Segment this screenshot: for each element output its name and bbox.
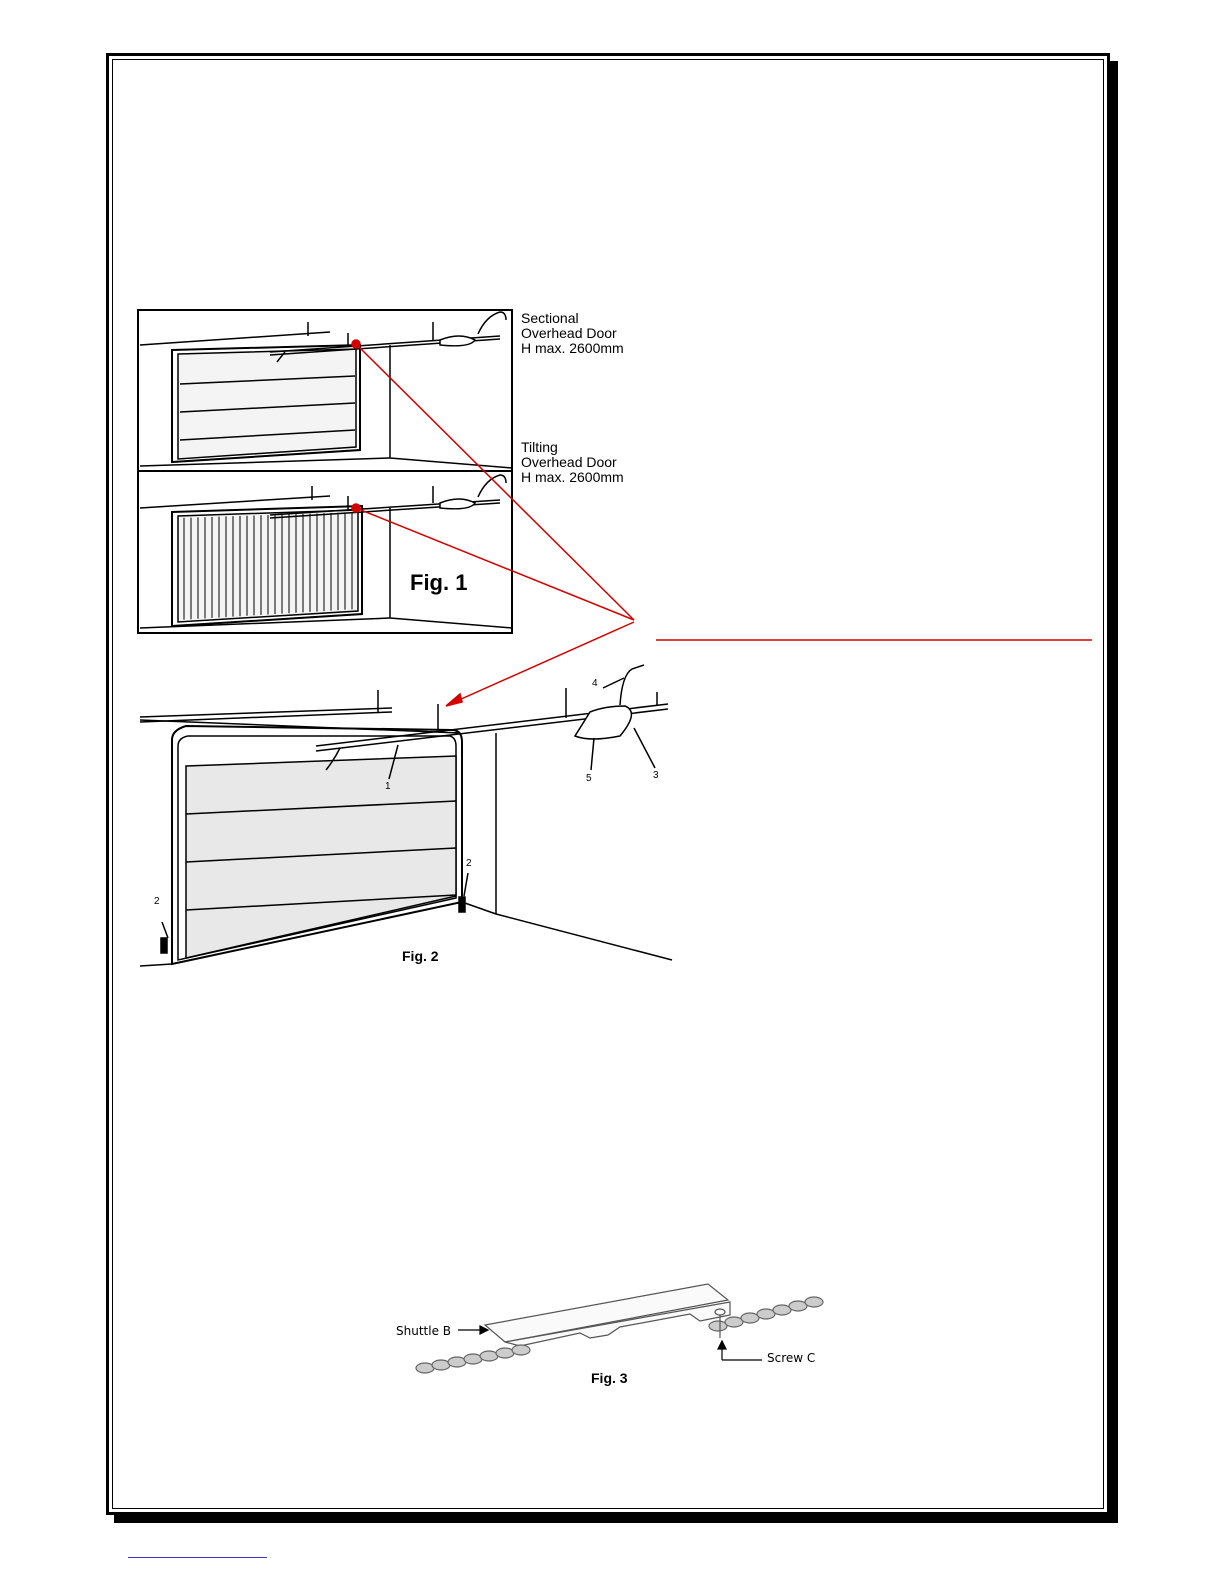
callout-sensor-left: 2 [154,896,160,907]
sectional-caption-line3: H max. 2600mm [521,340,624,356]
screw-label: Screw C [767,1351,816,1365]
fig3-label: Fig. 3 [591,1370,628,1386]
chain-link [416,1363,434,1373]
fig2-label: Fig. 2 [402,948,439,964]
chain-link [464,1354,482,1364]
callout-bracket: 4 [592,678,598,689]
fig1-sectional-drawing [140,312,512,468]
shuttle-label: Shuttle B [396,1324,452,1338]
tilting-caption-line1: Tilting [521,439,558,455]
chain-link [432,1360,450,1370]
fig1-label: Fig. 1 [410,570,468,595]
chain-link [480,1351,498,1361]
chain-link [805,1297,823,1307]
chain-link [773,1305,791,1315]
chain-link [725,1317,743,1327]
red-pointer-lines [352,340,1092,706]
sectional-door-caption [521,311,624,356]
fig1-tilting-drawing [140,475,512,628]
tilting-caption-line3: H max. 2600mm [521,469,624,485]
chain-link [741,1313,759,1323]
callout-motor: 5 [586,773,592,784]
chain-link [757,1309,775,1319]
fig2-drawing [140,665,672,966]
callout-rail: 1 [385,781,391,792]
chain-link [512,1345,530,1355]
tilting-door-caption [521,440,624,485]
footer-link-underline [128,1557,267,1558]
fig3-drawing [416,1284,823,1373]
chain-link [448,1357,466,1367]
sectional-caption-line2: Overhead Door [521,325,617,341]
sectional-caption-line1: Sectional [521,310,579,326]
tilting-caption-line2: Overhead Door [521,454,617,470]
chain-link [496,1348,514,1358]
chain-link [709,1321,727,1331]
chain-link [789,1301,807,1311]
callout-sensor-right: 2 [466,858,472,869]
callout-arm: 3 [653,770,659,781]
